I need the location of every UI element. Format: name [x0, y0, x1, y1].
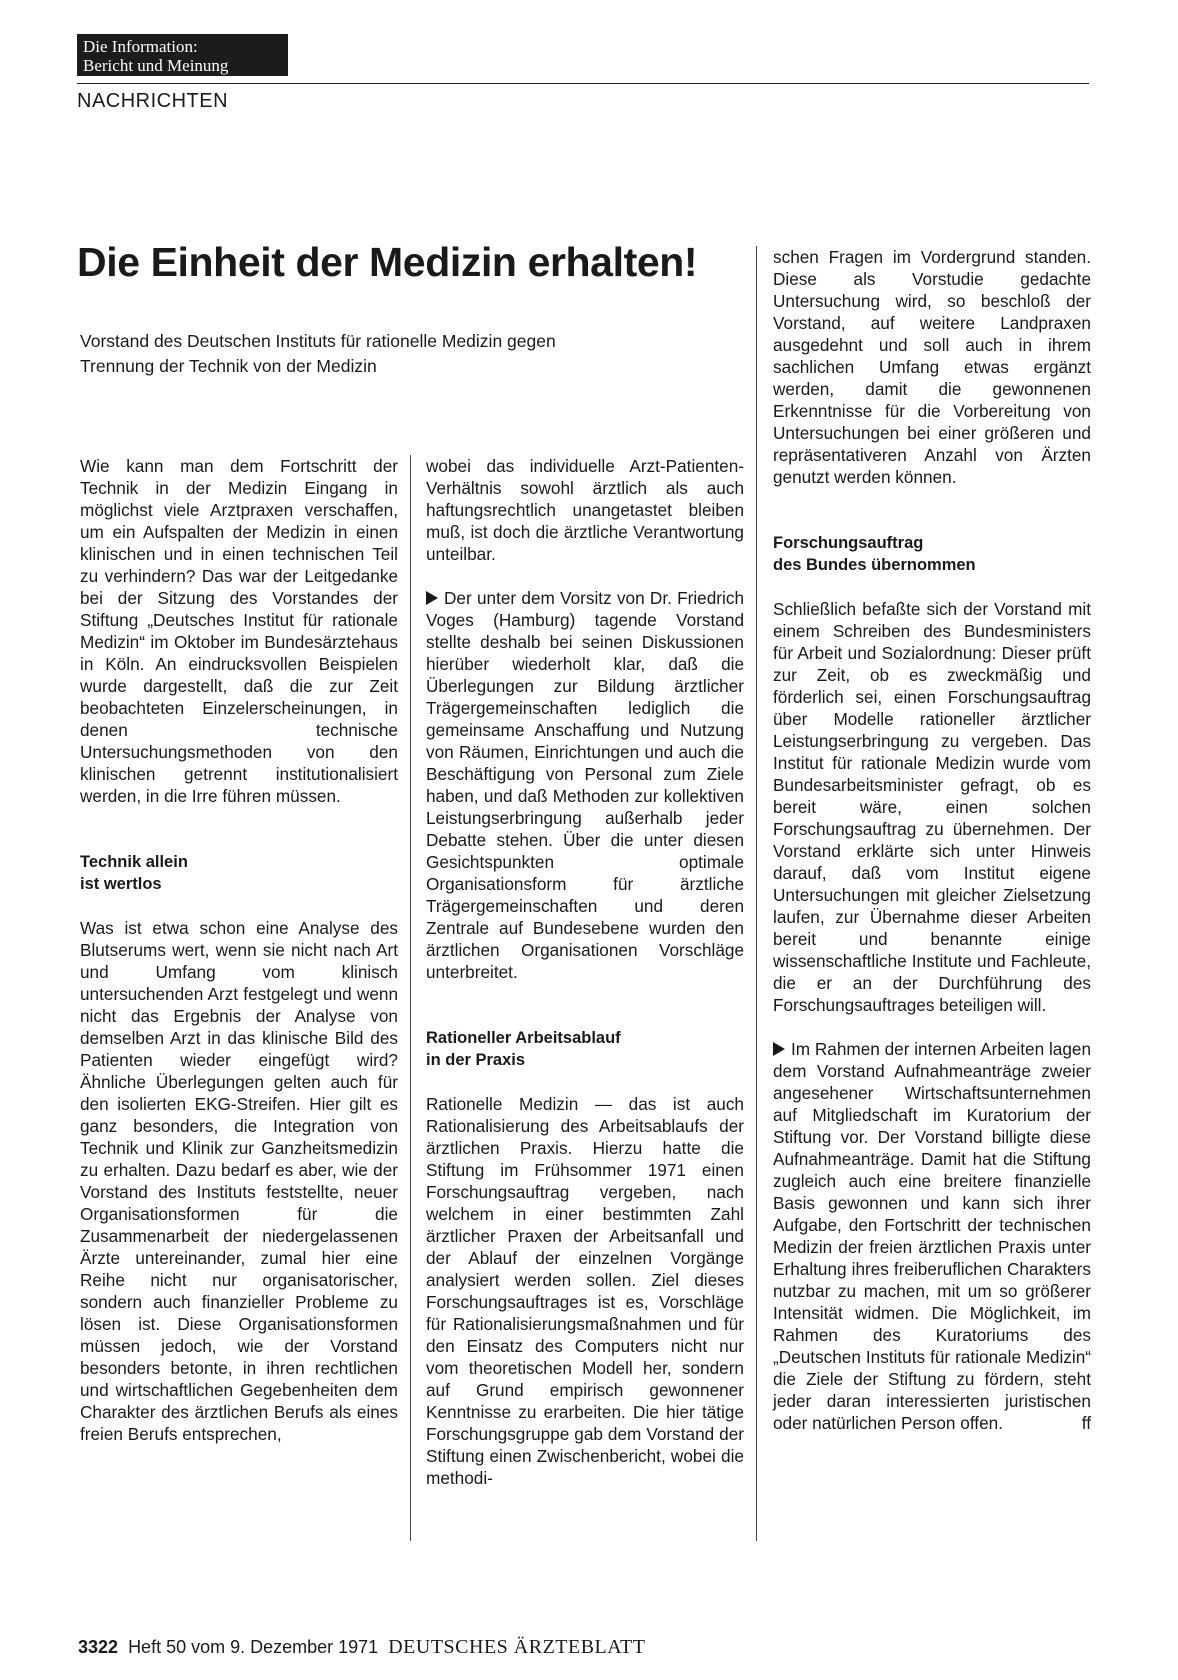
- page-footer: [78, 1635, 645, 1659]
- paragraph: schen Fragen im Vordergrund standen. Diese als Vorstudie gedachte Untersuchung wird, so beschloß der Vorstand, auf weitere Landpraxen ausgedehnt und soll auch in ihrem sachlichen Umfang etwas ergänzt werden, damit die gewonnenen Erkenntnisse für die Vorbereitung von Untersuchungen bei einer größeren und repräsentativeren Anzahl von Ärzten genutzt werden können.: [773, 247, 1091, 487]
- paragraph: Wie kann man dem Fortschritt der Technik in der Medizin Eingang in möglichst viele Arztpraxen verschaffen, um ein Aufspalten der Medizin in einen klinischen und in einen technischen Teil zu verhindern? Das war der Leitgedanke bei der Sitzung des Vorstandes der Stiftung „Deutsches Institut für rationale Medizin“ im Oktober im Bundesärztehaus in Köln. An eindrucksvollen Beispielen wurde dargestellt, daß die zur Zeit beobachteten Einzelerscheinungen, in denen technische Untersuchungsmethoden von den klinischen getrennt institutionalisiert werden, in die Irre führen müssen.: [80, 456, 398, 806]
- subheading-line-2: des Bundes übernommen: [773, 556, 976, 574]
- paragraph: [773, 1038, 1091, 1434]
- issue-info: Heft 50 vom 9. Dezember 1971: [128, 1637, 379, 1657]
- triangle-bullet-icon: [773, 1042, 785, 1056]
- page-number: 3322: [78, 1637, 119, 1657]
- subheading-line-1: Technik allein: [80, 853, 188, 871]
- end-mark: ff: [1081, 1413, 1091, 1433]
- subtitle-line-1: Vorstand des Deutschen Instituts für rationelle Medizin gegen: [80, 331, 556, 351]
- section-box: [77, 34, 288, 76]
- subtitle-line-2: Trennung der Technik von der Medizin: [80, 356, 377, 376]
- subheading-line-2: ist wertlos: [80, 875, 162, 893]
- triangle-bullet-icon: [426, 591, 438, 605]
- subheading: [80, 851, 398, 895]
- section-box-line-1: Die Information:: [83, 37, 198, 56]
- paragraph: [426, 587, 744, 983]
- section-box-line-2: Bericht und Meinung: [83, 56, 229, 75]
- paragraph: Rationelle Medizin — das ist auch Rationalisierung des Arbeitsablaufs der ärztlichen Praxis. Hierzu hatte die Stiftung im Frühsommer 1971 einen Forschungsauftrag vergeben, nach welchem in einer bestimmten Zahl ärztlicher Praxen der Arbeitsanfall und der Ablauf der einzelnen Vorgänge analysiert werden sollen. Ziel dieses Forschungsauftrages ist es, Vorschläge für Rationalisierungsmaßnahmen und für den Einsatz des Computers nicht nur vom theoretischen Modell her, sondern auf Grund empirisch gewonnener Kenntnisse zu erarbeiten. Die hier tätige Forschungsgruppe gab dem Vorstand der Stiftung einen Zwischenbericht, wobei die methodi-: [426, 1094, 744, 1488]
- paragraph: Schließlich befaßte sich der Vorstand mit einem Schreiben des Bundesministers für Arbeit und Sozialordnung: Dieser prüft zur Zeit, ob es zweckmäßig und förderlich sei, einen Forschungsauftrag über Modelle rationeller ärztlicher Leistungserbringung zu vergeben. Das Institut für rationale Medizin wurde vom Bundesarbeitsminister gefragt, ob es bereit wäre, einen solchen Forschungsauftrag zu übernehmen. Der Vorstand erklärte sich unter Hinweis darauf, daß vom Institut eigene Untersuchungen mit gleicher Zielsetzung laufen, zur Übernahme dieser Arbeiten bereit und benannte einige wissenschaftliche Institute und Fachleute, die er an der Durchführung des Forschungsauftrages beteiligen will.: [773, 599, 1091, 1015]
- subheading-line-1: Forschungsauftrag: [773, 534, 924, 552]
- section-label: NACHRICHTEN: [77, 90, 229, 112]
- column-2: [426, 455, 744, 1489]
- article-title: Die Einheit der Medizin erhalten!: [77, 239, 698, 285]
- paragraph-text: Der unter dem Vorsitz von Dr. Friedrich Voges (Hamburg) tagende Vorstand stellte deshalb bei seinen Diskussionen hierüber wiederholt klar, daß die Überlegungen zur Bildung ärztlicher Trägergemeinschaften lediglich die gemeinsame Anschaffung und Nutzung von Räumen, Einrichtungen und auch die Beschäftigung von Personal zum Ziele haben, und daß Methoden zur kollektiven Leistungserbringung außerhalb jeder Debatte stehen. Über die unter diesen Gesichtspunkten optimale Organisationsform für ärztliche Trägergemeinschaften und deren Zentrale auf Bundesebene wurden den ärztlichen Organisationen Vorschläge unterbreitet.: [426, 588, 744, 982]
- paragraph: Was ist etwa schon eine Analyse des Blutserums wert, wenn sie nicht nach Art und Umfang vom klinisch untersuchenden Arzt festgelegt und wenn nicht das Ergebnis der Analyse von demselben Arzt in das klinische Bild des Patienten wieder eingefügt wird? Ähnliche Überlegungen gelten auch für den isolierten EKG-Streifen. Hier gilt es ganz besonders, die Integration von Technik und Klinik zur Ganzheitsmedizin zu erhalten. Dazu bedarf es aber, wie der Vorstand des Instituts feststellte, neuer Organisationsformen für die Zusammenarbeit der niedergelassenen Ärzte untereinander, zumal hier eine Reihe nicht nur organisatorischer, sondern auch finanzieller Probleme zu lösen ist. Diese Organisationsformen müssen jedoch, wie der Vorstand besonders betonte, in ihren rechtlichen und wirtschaftlichen Gegebenheiten dem Charakter des ärztlichen Berufs als eines freien Berufs entsprechen,: [80, 918, 398, 1444]
- header-rule: [77, 83, 1089, 84]
- paragraph-text: Im Rahmen der internen Arbeiten lagen dem Vorstand Aufnahmeanträge zweier angesehener Wirtschaftsunternehmen auf Mitgliedschaft im Kuratorium der Stiftung vor. Der Vorstand billigte diese Aufnahmeanträge. Damit hat die Stiftung zugleich auch eine breitere finanzielle Basis gewonnen und kann sich ihrer Aufgabe, den Fortschritt der technischen Medizin der freien ärztlichen Praxis unter Erhaltung ihres freiberuflichen Charakters nutzbar zu machen, mit um so größerer Intensität widmen. Die Möglichkeit, im Rahmen des Kuratoriums des „Deutschen Instituts für rationale Medizin“ die Ziele der Stiftung zu fördern, steht jeder daran interessierten juristischen oder natürlichen Person offen.: [773, 1039, 1092, 1433]
- paragraph: wobei das individuelle Arzt-Patienten-Verhältnis sowohl ärztlich als auch haftungsrechtlich unangetastet bleiben muß, ist doch die ärztliche Verantwortung unteilbar.: [426, 456, 744, 564]
- subheading: [773, 532, 1091, 576]
- column-1: [80, 455, 398, 1445]
- column-3: [773, 246, 1091, 1434]
- subheading: [426, 1027, 744, 1071]
- column-rule-2: [756, 246, 757, 1541]
- subheading-line-1: Rationeller Arbeitsablauf: [426, 1029, 621, 1047]
- article-subtitle: [80, 329, 640, 379]
- journal-name: DEUTSCHES ÄRZTEBLATT: [388, 1636, 646, 1658]
- subheading-line-2: in der Praxis: [426, 1051, 526, 1069]
- column-rule-1: [410, 455, 411, 1541]
